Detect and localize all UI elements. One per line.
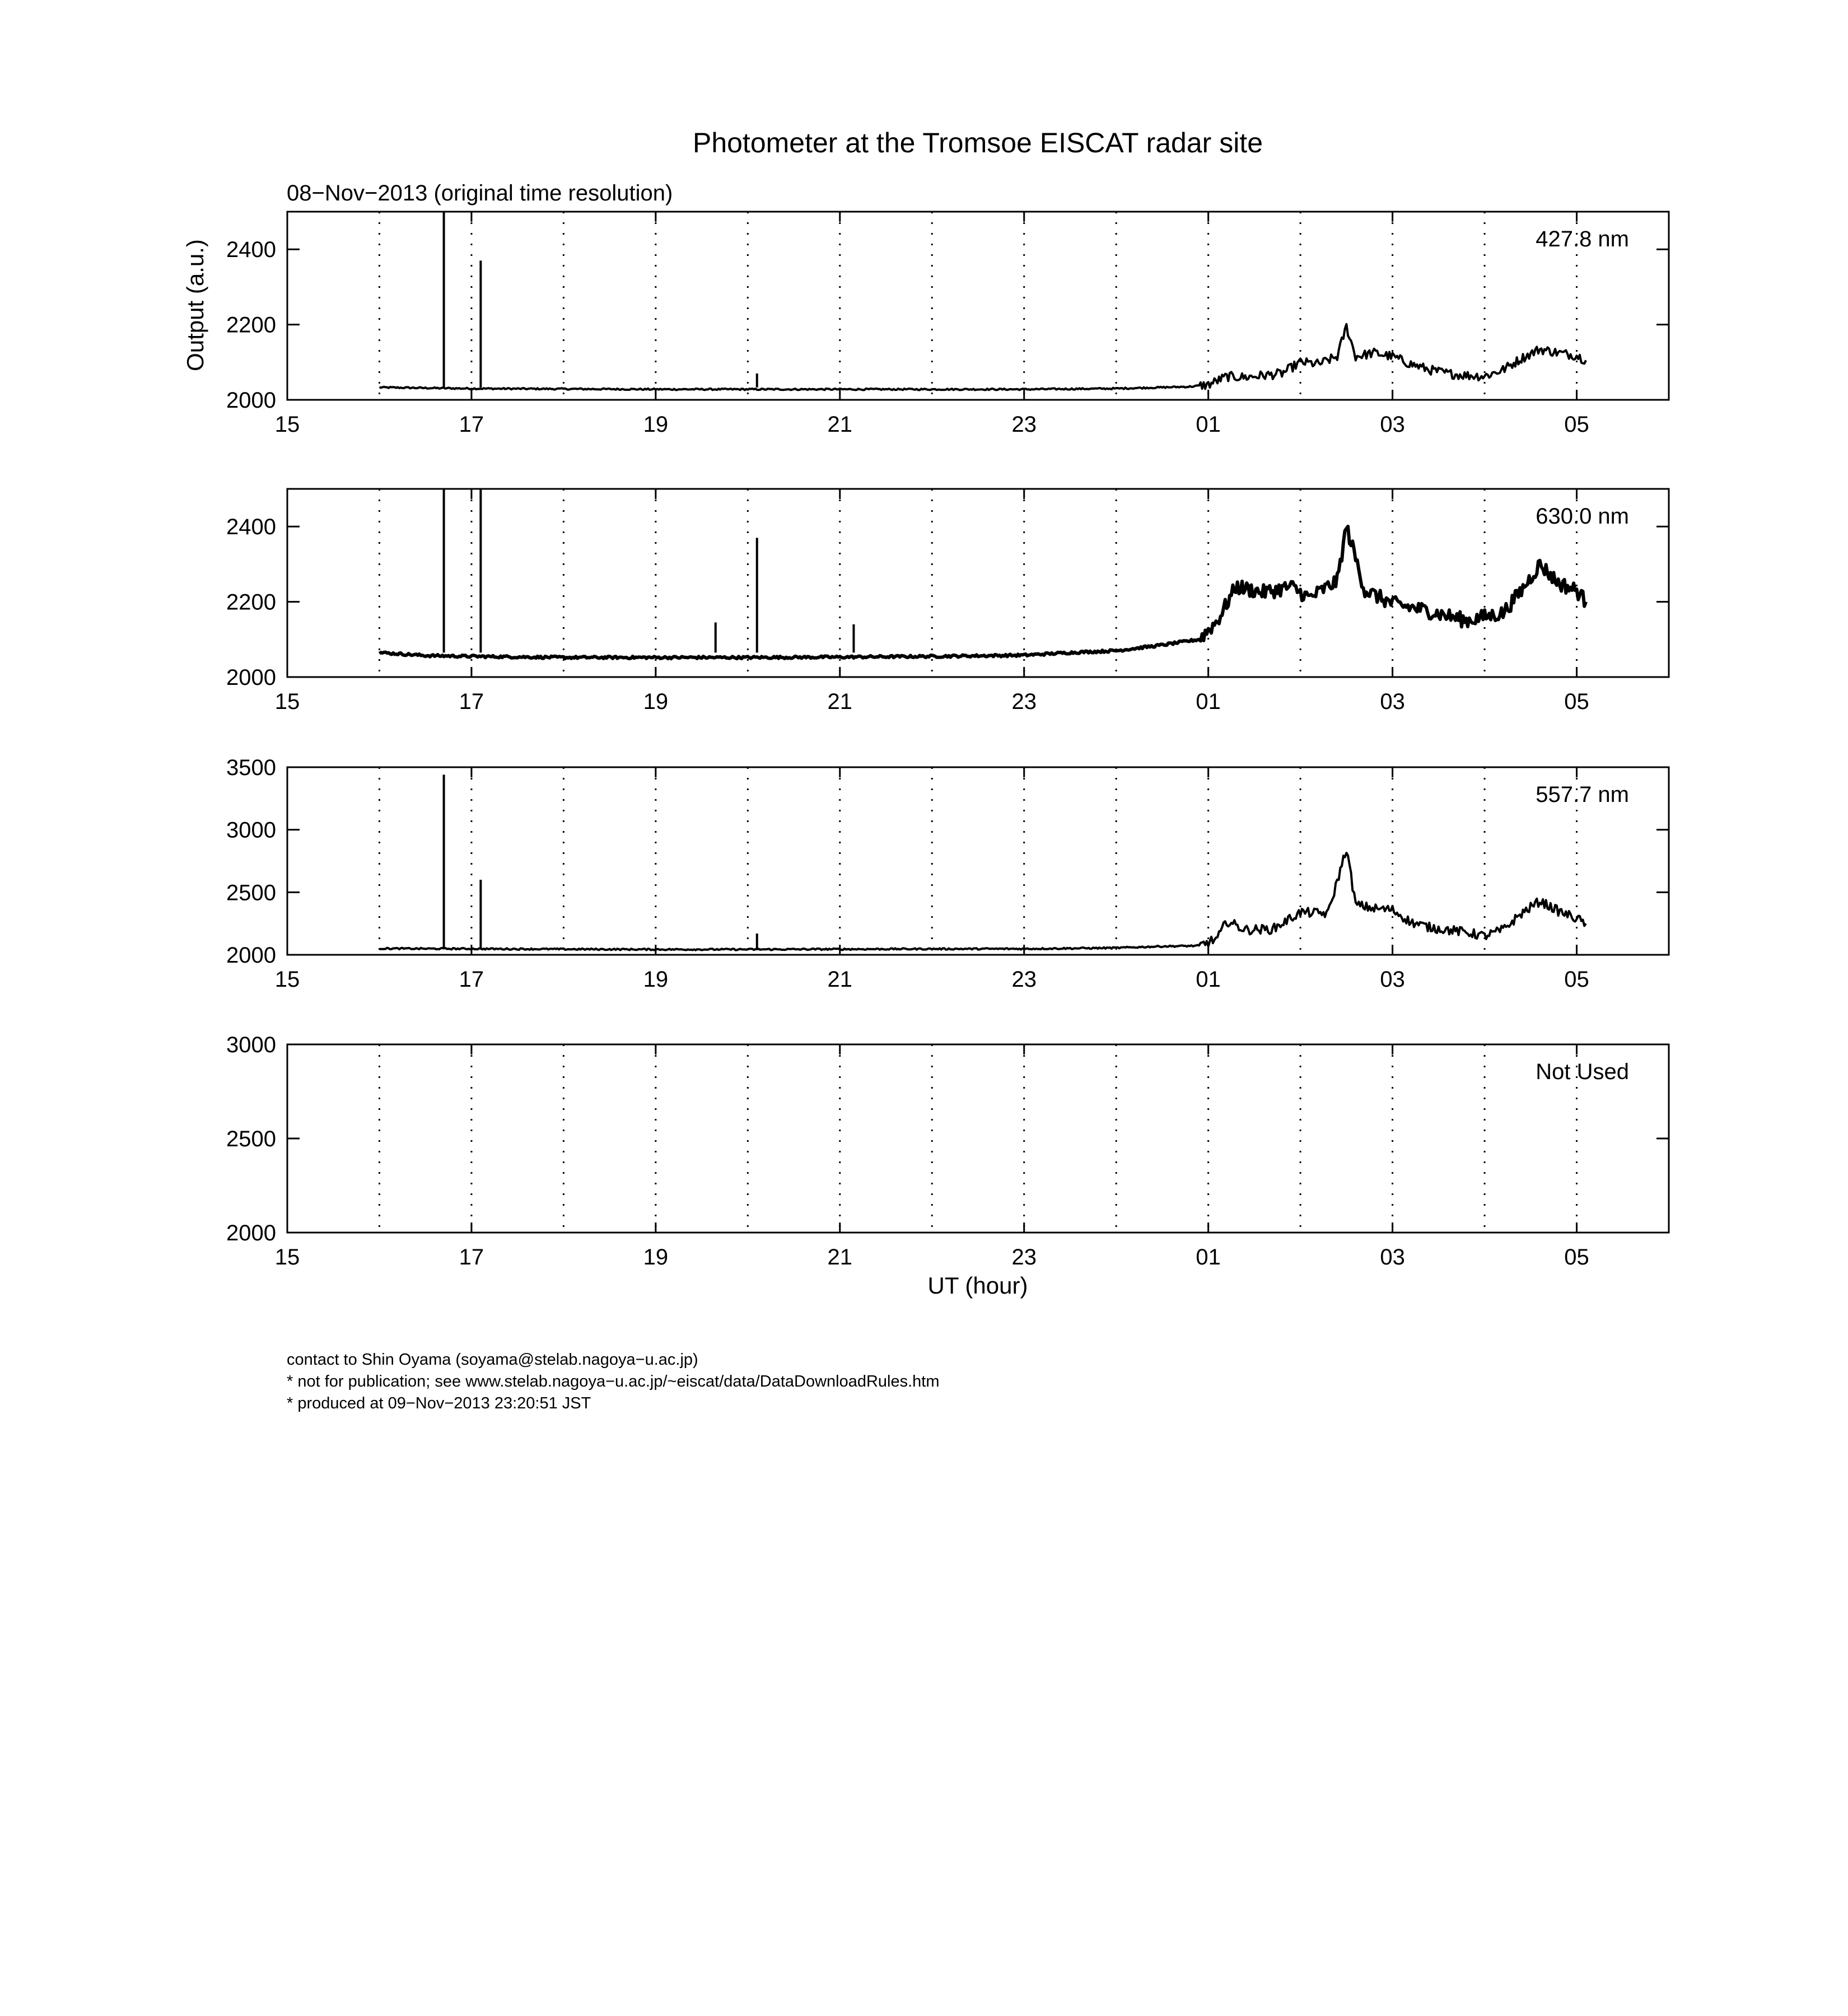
x-tick-label: 01 bbox=[1196, 967, 1221, 992]
x-tick-label: 21 bbox=[827, 967, 853, 992]
plot-frame bbox=[287, 489, 1669, 677]
x-tick-label: 03 bbox=[1380, 689, 1405, 714]
footer-publication-note: * not for publication; see www.stelab.nagoya−u.ac.jp/~eiscat/data/DataDownloadRules.htm bbox=[287, 1373, 940, 1390]
x-tick-label: 23 bbox=[1011, 412, 1037, 437]
x-tick-label: 17 bbox=[459, 967, 484, 992]
panel-557-7nm bbox=[226, 755, 1669, 992]
panel-not-used bbox=[226, 1033, 1669, 1270]
data-trace bbox=[380, 526, 1586, 659]
x-tick-label: 03 bbox=[1380, 1245, 1405, 1270]
y-tick-label: 2000 bbox=[226, 1221, 276, 1245]
x-tick-label: 05 bbox=[1564, 689, 1589, 714]
y-tick-label: 2400 bbox=[226, 237, 276, 263]
wavelength-label: 557.7 nm bbox=[1536, 782, 1629, 807]
figure-subtitle: 08−Nov−2013 (original time resolution) bbox=[287, 181, 673, 206]
footer-contact: contact to Shin Oyama (soyama@stelab.nagoya−u.ac.jp) bbox=[287, 1351, 698, 1369]
x-tick-label: 19 bbox=[643, 412, 669, 437]
y-axis-label: Output (a.u.) bbox=[182, 239, 208, 371]
x-tick-label: 05 bbox=[1564, 412, 1589, 437]
x-tick-label: 01 bbox=[1196, 1245, 1221, 1270]
x-tick-label: 19 bbox=[643, 1245, 669, 1270]
x-tick-label: 01 bbox=[1196, 689, 1221, 714]
y-tick-label: 2000 bbox=[226, 943, 276, 968]
y-tick-label: 3000 bbox=[226, 1033, 276, 1057]
y-tick-label: 2400 bbox=[226, 515, 276, 540]
plot-frame bbox=[287, 1044, 1669, 1233]
x-tick-label: 15 bbox=[274, 1245, 300, 1270]
x-tick-label: 17 bbox=[459, 412, 484, 437]
x-tick-label: 15 bbox=[274, 689, 300, 714]
x-tick-label: 19 bbox=[643, 689, 669, 714]
y-tick-label: 3500 bbox=[226, 755, 276, 780]
x-tick-label: 21 bbox=[827, 689, 853, 714]
plot-frame bbox=[287, 212, 1669, 400]
x-tick-label: 23 bbox=[1011, 1245, 1037, 1270]
wavelength-label: Not Used bbox=[1536, 1060, 1629, 1084]
x-tick-label: 05 bbox=[1564, 967, 1589, 992]
x-tick-label: 17 bbox=[459, 1245, 484, 1270]
wavelength-label: 630.0 nm bbox=[1536, 504, 1629, 529]
x-tick-label: 23 bbox=[1011, 689, 1037, 714]
y-tick-label: 2500 bbox=[226, 1127, 276, 1151]
data-trace bbox=[380, 853, 1586, 950]
panel-427-8nm bbox=[226, 212, 1669, 437]
x-tick-label: 17 bbox=[459, 689, 484, 714]
x-tick-label: 03 bbox=[1380, 412, 1405, 437]
x-tick-label: 19 bbox=[643, 967, 669, 992]
figure-title: Photometer at the Tromsoe EISCAT radar site bbox=[692, 127, 1263, 158]
data-trace bbox=[380, 324, 1586, 390]
x-tick-label: 21 bbox=[827, 1245, 853, 1270]
y-tick-label: 2200 bbox=[226, 590, 276, 615]
x-tick-label: 15 bbox=[274, 412, 300, 437]
y-tick-label: 2500 bbox=[226, 880, 276, 906]
y-tick-label: 3000 bbox=[226, 818, 276, 843]
footer-produced-at: * produced at 09−Nov−2013 23:20:51 JST bbox=[287, 1394, 591, 1412]
y-tick-label: 2200 bbox=[226, 312, 276, 338]
y-tick-label: 2000 bbox=[226, 388, 276, 413]
x-tick-label: 01 bbox=[1196, 412, 1221, 437]
x-tick-label: 23 bbox=[1011, 967, 1037, 992]
x-tick-label: 21 bbox=[827, 412, 853, 437]
wavelength-label: 427.8 nm bbox=[1536, 227, 1629, 251]
x-tick-label: 15 bbox=[274, 967, 300, 992]
x-axis-label: UT (hour) bbox=[927, 1272, 1028, 1299]
x-tick-label: 03 bbox=[1380, 967, 1405, 992]
y-tick-label: 2000 bbox=[226, 665, 276, 690]
panel-630-0nm bbox=[226, 489, 1669, 714]
x-tick-label: 05 bbox=[1564, 1245, 1589, 1270]
